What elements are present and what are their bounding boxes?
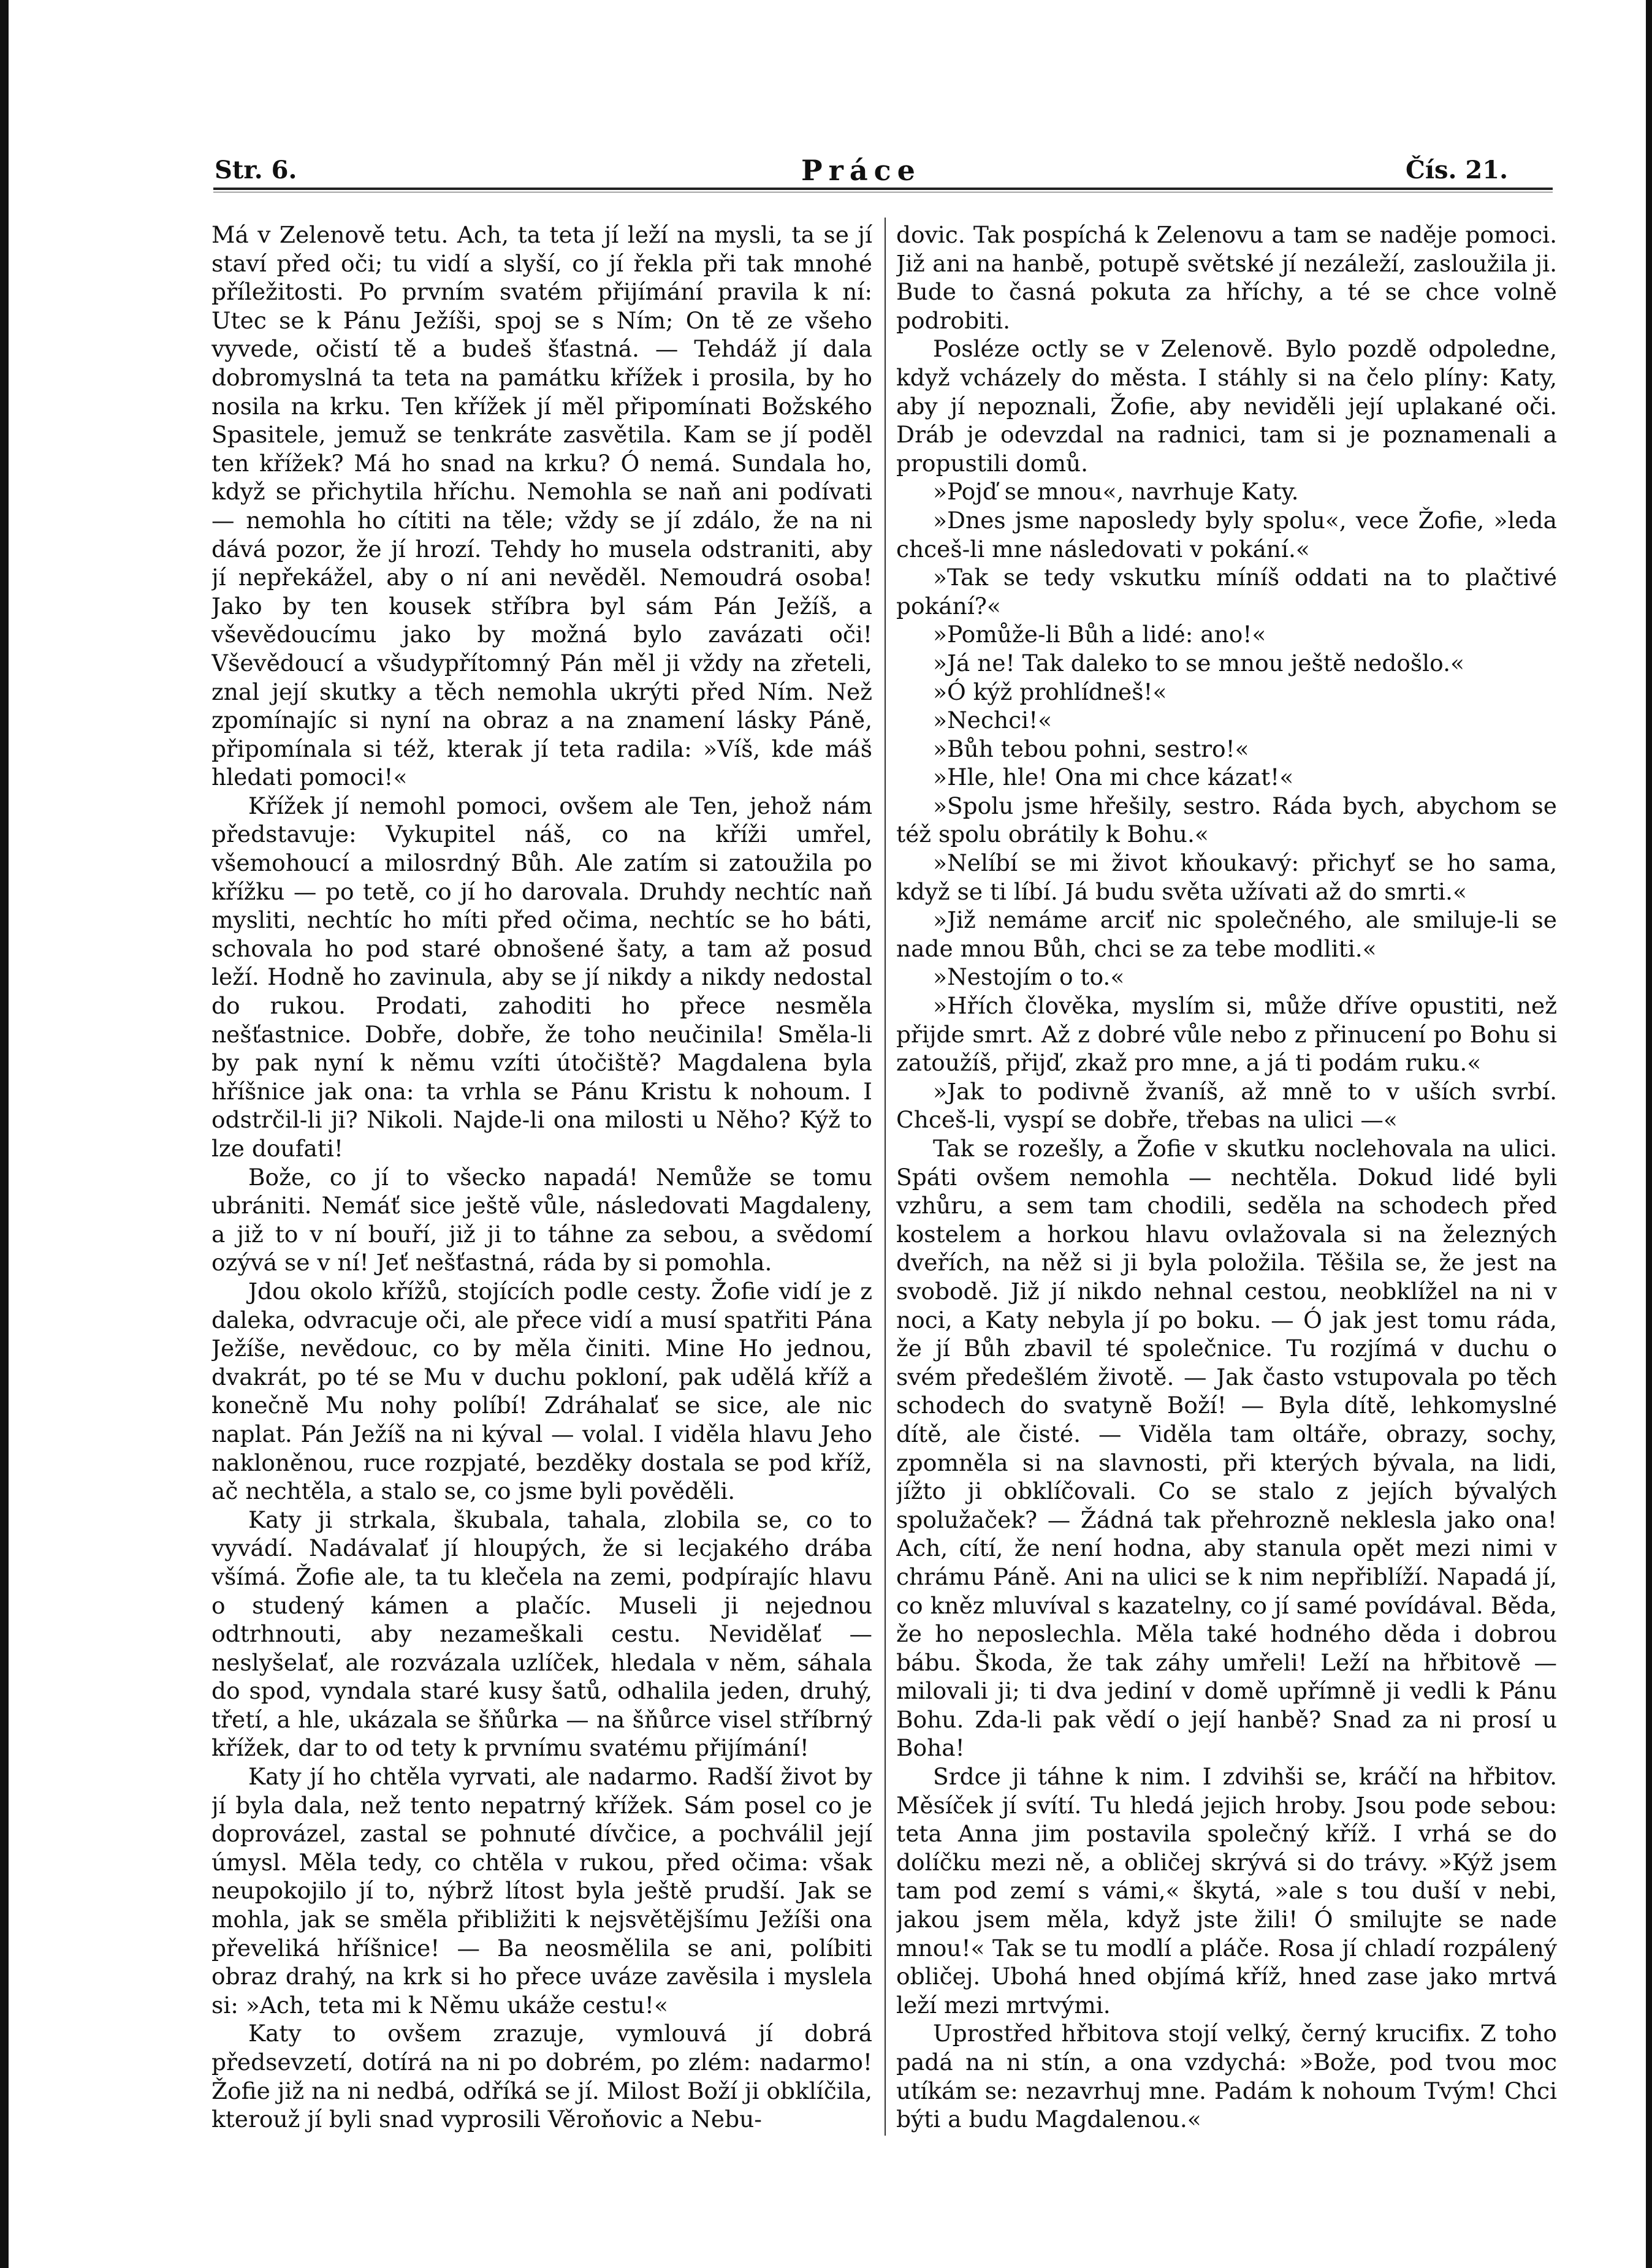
right-paragraph-1: dovic. Tak pospíchá k Zelenovu a tam se naděje pomoci. Již ani na hanbě, potupě světské jí nezáleží, zasloužila ji. Bude to časná pokuta za hříchy, a té se chce volně podrobiti. xyxy=(896,221,1557,334)
scan-border-right xyxy=(1646,0,1652,2268)
right-paragraph-14: »Již nemáme arciť nic společného, ale smiluje-li se nade mnou Bůh, chci se za tebe modliti.« xyxy=(896,906,1557,962)
right-paragraph-9: »Nechci!« xyxy=(933,707,1052,734)
left-paragraph-5: Katy ji strkala, škubala, tahala, zlobila se, co to vyvádí. Nadávalať jí hloupých, že si lecjakého drába všímá. Žofie ale, ta tu klečela na zemi, podpírajíc hlavu o studený kámen a plačíc. Museli ji nejednou odtrhnouti, aby nezameškali cestu. Nevidělať — neslyšelať, ale rozvázala uzlíček, hledala v něm, sáhala do spod, vyndala staré kusy šatů, odhalila jeden, druhý, třetí, a hle, ukázala se šňůrka — na šňůrce visel stříbrný křížek, dar to od tety k prvnímu svatému přijímání! xyxy=(211,1506,872,1762)
journal-title: Práce xyxy=(801,154,921,187)
left-column xyxy=(211,221,872,2151)
column-divider xyxy=(885,218,886,2136)
left-paragraph-2: Křížek jí nemohl pomoci, ovšem ale Ten, jehož nám představuje: Vykupitel náš, co na kříži umřel, všemohoucí a milosrdný Bůh. Ale zatím si zatoužila po křížku — po tetě, co jí ho darovala. Druhdy nechtíc naň mysliti, nechtíc ho míti před očima, nechtíc se ho báti, schovala ho pod staré obnošené šaty, a tam až posud leží. Hodně ho zavinula, aby se jí nikdy a nikdy nedostal do rukou. Prodati, zahoditi ho přece nesměla nešťastnice. Dobře, dobře, že toho neučinila! Směla-li by pak nyní k němu vzíti útočiště? Magdalena byla hříšnice jak ona: ta vrhla se Pánu Kristu k nohoum. I odstrčil-li ji? Nikoli. Najde-li ona milosti u Něho? Kýž to lze doufati! xyxy=(211,792,872,1162)
right-paragraph-8: »Ó kýž prohlídneš!« xyxy=(933,678,1167,705)
right-paragraph-12: »Spolu jsme hřešily, sestro. Ráda bych, abychom se též spolu obrátily k Bohu.« xyxy=(896,792,1557,848)
right-column xyxy=(896,221,1557,2151)
right-paragraph-3: »Pojď se mnou«, navrhuje Katy. xyxy=(933,478,1299,506)
right-paragraph-17: »Jak to podivně žvaníš, až mně to v uších svrbí. Chceš-li, vyspí se dobře, třebas na ulici —« xyxy=(896,1077,1557,1134)
scan-border-left xyxy=(0,0,9,2268)
left-paragraph-6: Katy jí ho chtěla vyrvati, ale nadarmo. Radší život by jí byla dala, než tento nepatrný křížek. Sám posel co je doprovázel, zastal se pohnuté dívčice, a pochválil její úmysl. Měla tedy, co chtěla v rukou, před očima: však neupokojilo jí to, nýbrž lítost byla ještě prudší. Jak se mohla, jak se směla přibližiti k nejsvětějšímu Ježíši ona převeliká hříšnice! — Ba neosmělila se ani, políbiti obraz drahý, na krk si ho přece uváze zavěsila i myslela si: »Ach, teta mi k Němu ukáže cestu!« xyxy=(211,1763,872,2019)
left-paragraph-4: Jdou okolo křížů, stojících podle cesty. Žofie vidí je z daleka, odvracuje oči, ale přece vidí a musí spatřiti Pána Ježíše, nevědouc, co by měla činiti. Mine Ho jednou, dvakrát, po té se Mu v duchu pokloní, pak udělá kříž a konečně Mu nohy políbí! Zdráhalať se sice, ale nic naplat. Pán Ježíš na ni kýval — volal. I viděla hlavu Jeho nakloněnou, ruce rozpjaté, bezděky dostala se pod kříž, ač nechtěla, a stalo se, co jsme byli pověděli. xyxy=(211,1277,872,1505)
right-paragraph-10: »Bůh tebou pohni, sestro!« xyxy=(933,735,1249,762)
right-paragraph-7: »Já ne! Tak daleko to se mnou ještě nedošlo.« xyxy=(933,649,1464,677)
right-paragraph-13: »Nelíbí se mi život kňoukavý: přichyť se ho sama, když se ti líbí. Já budu světa užívati až do smrti.« xyxy=(896,849,1557,905)
right-paragraph-15: »Nestojím o to.« xyxy=(933,963,1125,991)
page-number: Str. 6. xyxy=(215,156,297,184)
right-paragraph-18: Tak se rozešly, a Žofie v skutku noclehovala na ulici. Spáti ovšem nemohla — nechtěla. Dokud lidé byli vzhůru, a sem tam chodili, seděla na schodech před kostelem a horkou hlavu ovlažovala si na železných dveřích, na něž si ji byla položila. Těšila se, že jest na svobodě. Již jí nikdo nehnal cestou, neobklížel na ni v noci, a Katy nebyla jí po boku. — Ó jak jest tomu ráda, že jí Bůh zbavil té společnice. Tu rozjímá v duchu o svém předešlém životě. — Jak často vstupovala po těch schodech do svatyně Boží! — Byla dítě, lehkomyslné dítě, ale čisté. — Viděla tam oltáře, obrazy, sochy, zpomněla si na slavnosti, při kterých bývala, na lidi, jížto ji obklíčovali. Co se stalo z jejích bývalých spolužaček? — Žádná tak přehrozně neklesla jako ona! Ach, cítí, že není hodna, aby stanula opět mezi nimi v chrámu Páně. Ani na ulici se k nim nepřiblíží. Napadá jí, co kněz mluvíval s kazatelny, co jí samé povídával. Běda, že ho neposlechla. Měla také hodného děda i dobrou bábu. Škoda, že tak záhy umřeli! Leží na hřbitově — milovali ji; ti dva jediní v domě upřímně ji vedli k Pánu Bohu. Zda-li pak vědí o její hanbě? Snad za ni prosí u Boha! xyxy=(896,1135,1557,1762)
right-paragraph-5: »Tak se tedy vskutku míníš oddati na to plačtivé pokání?« xyxy=(896,564,1557,620)
right-paragraph-11: »Hle, hle! Ona mi chce kázat!« xyxy=(933,764,1294,791)
left-paragraph-1: Má v Zelenově tetu. Ach, ta teta jí leží na mysli, ta se jí staví před oči; tu vidí a slyší, co jí řekla při tak mnohé příležitosti. Po prvním svatém přijímání pravila k ní: Utec se k Pánu Ježíši, spoj se s Ním; On tě ze všeho vyvede, očistí tě a budeš šťastná. — Tehdáž jí dala dobromyslná ta teta na památku křížek i prosila, by ho nosila na krku. Ten křížek jí měl připomínati Božského Spasitele, jemuž se tenkráte zasvětila. Kam se jí poděl ten křížek? Má ho snad na krku? Ó nemá. Sundala ho, když se přichytila hříchu. Nemohla se naň ani podívati — nemohla ho cítiti na těle; vždy se jí zdálo, že na ni dává pozor, že jí hrozí. Tehdy ho musela odstraniti, aby jí nepřekážel, aby o ní ani nevěděl. Nemoudrá osoba! Jako by ten kousek stříbra byl sám Pán Ježíš, a vševědoucímu jako by možná bylo zavázati oči! Vševědoucí a všudypřítomný Pán měl ji vždy na zřeteli, znal její skutky a těch nemohla ukrýti před Ním. Než zpomínajíc si nyní na obraz a na znamení lásky Páně, připomínala si též, kterak jí teta radila: »Víš, kde máš hledati pomoci!« xyxy=(211,221,872,791)
left-paragraph-3: Bože, co jí to všecko napadá! Nemůže se tomu ubrániti. Nemáť sice ještě vůle, následovati Magdaleny, a již to v ní bouří, již ji to táhne za sebou, a svědomí ozývá se v ní! Jeť nešťastná, ráda by si pomohla. xyxy=(211,1163,872,1276)
right-paragraph-2: Posléze octly se v Zelenově. Bylo pozdě odpoledne, když vcházely do města. I stáhly si na čelo plíny: Katy, aby jí nepoznali, Žofie, aby neviděli její uplakané oči. Dráb je odevzdal na radnici, tam si je poznamenali a propustili domů. xyxy=(896,335,1557,477)
header-rule xyxy=(213,188,1553,190)
right-paragraph-20: Uprostřed hřbitova stojí velký, černý krucifix. Z toho padá na ni stín, a ona vzdychá: »Bože, pod tvou moc utíkám se: nezavrhuj mne. Padám k nohoum Tvým! Chci býti a budu Magdalenou.« xyxy=(896,2020,1557,2133)
issue-number: Čís. 21. xyxy=(1406,156,1508,184)
left-paragraph-7: Katy to ovšem zrazuje, vymlouvá jí dobrá předsevzetí, dotírá na ni po dobrém, po zlém: nadarmo! Žofie již na ni nedbá, odříká se jí. Milost Boží ji obklíčila, kterouž jí byli snad vyprosili Věroňovic a Nebu- xyxy=(211,2020,872,2133)
right-paragraph-19: Srdce ji táhne k nim. I zdvihši se, kráčí na hřbitov. Měsíček jí svítí. Tu hledá jejich hroby. Jsou pode sebou: teta Anna jim postavila společný kříž. I vrhá se do dolíčku mezi ně, a obličej skrývá si do trávy. »Kýž jsem tam pod zemí s vámi,« škytá, »ale s tou duší v nebi, jakou jsem měla, když jste žili! Ó smilujte se nade mnou!« Tak se tu modlí a pláče. Rosa jí chladí rozpálený obličej. Ubohá hned objímá kříž, hned zase jako mrtvá leží mezi mrtvými. xyxy=(896,1763,1557,2019)
right-paragraph-6: »Pomůže-li Bůh a lidé: ano!« xyxy=(933,621,1266,648)
page-header xyxy=(215,152,1508,189)
right-paragraph-16: »Hřích člověka, myslím si, může dříve opustiti, než přijde smrt. Až z dobré vůle nebo z přinucení po Bohu si zatoužíš, přijď, zkaž pro mne, a já ti podám ruku.« xyxy=(896,992,1557,1077)
right-paragraph-4: »Dnes jsme naposledy byly spolu«, vece Žofie, »leda chceš-li mne následovati v pokání.« xyxy=(896,506,1557,563)
